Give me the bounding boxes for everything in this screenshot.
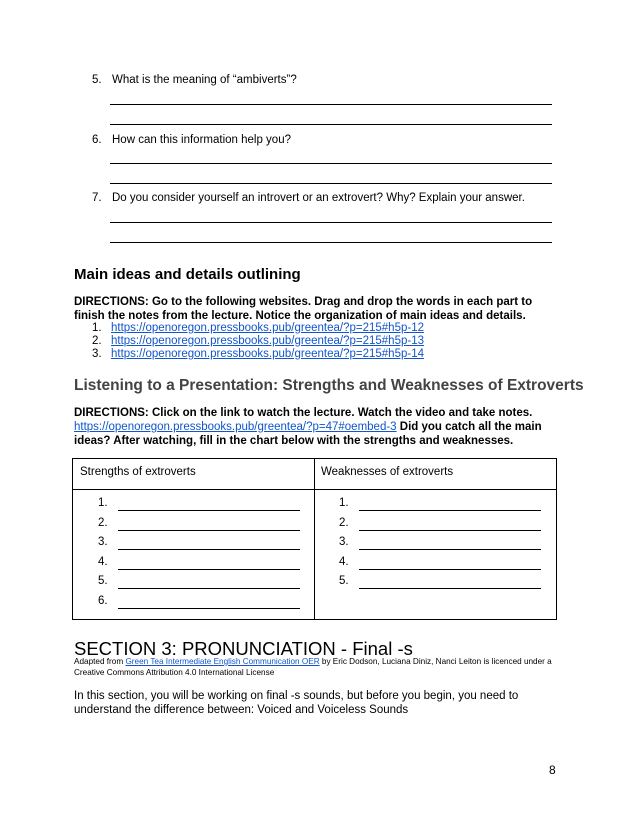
question-5 (92, 73, 297, 87)
strengths-header: Strengths of extroverts (80, 466, 196, 478)
list-number: 2. (98, 516, 108, 529)
blank-line[interactable] (118, 608, 300, 609)
blank-line[interactable] (118, 569, 300, 570)
outline-directions: DIRECTIONS: Go to the following websites. Drag and drop the words in each part to finish the notes from the lecture. Notice the organization of main ideas and details. (74, 296, 533, 322)
strengths-weaknesses-table (72, 458, 557, 620)
question-text: What is the meaning of “ambiverts”? (112, 74, 297, 86)
list-number: 2. (92, 335, 102, 347)
blank-line[interactable] (118, 530, 300, 531)
outline-heading: Main ideas and details outlining (74, 266, 301, 283)
credit-line (74, 657, 564, 678)
list-item (92, 322, 424, 335)
credit-post: by Eric Dodson, Luciana Diniz, Nanci Leiton is licenced under a Creative Commons Attribution 4.0 International License (74, 657, 552, 677)
answer-line[interactable] (110, 222, 552, 223)
blank-line[interactable] (359, 549, 541, 550)
list-number: 6. (98, 594, 108, 607)
page-number: 8 (549, 763, 556, 777)
outline-link-3[interactable]: https://openoregon.pressbooks.pub/greentea/?p=215#h5p-14 (111, 348, 424, 360)
table-divider (73, 489, 556, 490)
outline-link-1[interactable]: https://openoregon.pressbooks.pub/greentea/?p=215#h5p-12 (111, 322, 424, 334)
blank-line[interactable] (118, 510, 300, 511)
section-3-title: SECTION 3: PRONUNCIATION - Final -s (74, 638, 413, 659)
list-number: 5. (98, 575, 108, 587)
question-number: 6. (92, 134, 102, 146)
listening-directions (74, 406, 554, 448)
listening-heading: Listening to a Presentation: Strengths and Weaknesses of Extroverts (74, 377, 584, 394)
outline-link-2[interactable]: https://openoregon.pressbooks.pub/greentea/?p=215#h5p-13 (111, 335, 424, 347)
list-number: 3. (339, 536, 349, 548)
list-number: 4. (339, 555, 349, 568)
blank-line[interactable] (118, 588, 300, 589)
list-item (92, 335, 424, 348)
blank-line[interactable] (359, 569, 541, 570)
answer-line[interactable] (110, 124, 552, 125)
list-number: 3. (92, 348, 102, 360)
list-number: 2. (339, 516, 349, 529)
listening-directions-pre: DIRECTIONS: Click on the link to watch the lecture. Watch the video and take notes. (74, 407, 533, 419)
list-number: 1. (92, 322, 102, 334)
green-tea-link[interactable]: Green Tea Intermediate English Communication OER (125, 657, 320, 666)
question-7 (92, 191, 525, 205)
list-number: 5. (339, 575, 349, 587)
answer-line[interactable] (110, 183, 552, 184)
table-divider (314, 459, 315, 619)
lecture-link[interactable]: https://openoregon.pressbooks.pub/greentea/?p=47#oembed-3 (74, 421, 397, 433)
weaknesses-header: Weaknesses of extroverts (321, 466, 454, 478)
question-number: 7. (92, 192, 102, 204)
question-text: How can this information help you? (112, 134, 291, 146)
credit-pre: Adapted from (74, 657, 126, 666)
list-number: 4. (98, 555, 108, 568)
answer-line[interactable] (110, 104, 552, 105)
list-item (92, 348, 424, 361)
blank-line[interactable] (359, 510, 541, 511)
outline-link-list (92, 322, 424, 361)
answer-line[interactable] (110, 163, 552, 164)
answer-line[interactable] (110, 242, 552, 243)
question-number: 5. (92, 74, 102, 86)
section-3-intro: In this section, you will be working on final -s sounds, but before you begin, you need to understand the difference between: Voiced and Voiceless Sounds (74, 690, 519, 716)
list-number: 3. (98, 536, 108, 548)
blank-line[interactable] (359, 588, 541, 589)
question-text: Do you consider yourself an introvert or an extrovert? Why? Explain your answer. (112, 192, 525, 204)
blank-line[interactable] (118, 549, 300, 550)
listening-directions-post: Did you catch all the main ideas? After watching, fill in the chart below with the strengths and weaknesses. (74, 421, 542, 447)
list-number: 1. (98, 497, 108, 509)
blank-line[interactable] (359, 530, 541, 531)
question-6 (92, 133, 291, 147)
list-number: 1. (339, 497, 349, 509)
